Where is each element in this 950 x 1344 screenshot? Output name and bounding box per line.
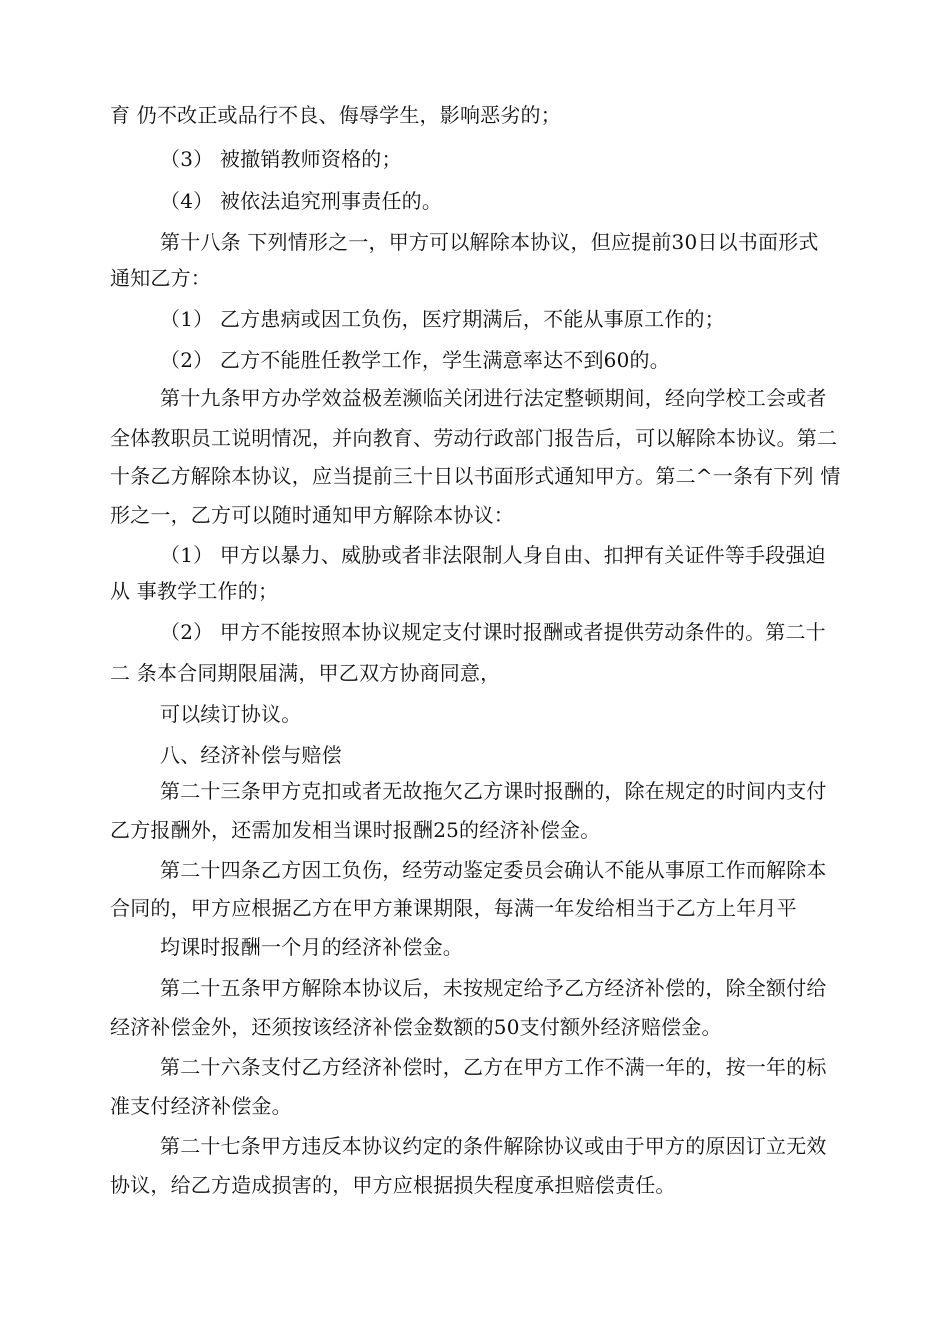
article-26-line: 第二十六条支付乙方经济补偿时，乙方在甲方工作不满一年的，按一年的标: [160, 1055, 827, 1079]
text-line: 二 条本合同期限届满，甲乙双方协商同意，: [110, 661, 501, 685]
list-item: （2） 乙方不能胜任教学工作，学生满意率达不到60的。: [160, 348, 670, 372]
article-19-line: 第十九条甲方办学效益极差濒临关闭进行法定整顿期间，经向学校工会或者: [160, 386, 827, 410]
section-heading: 八、经济补偿与赔偿: [160, 743, 342, 767]
text-line: 通知乙方：: [110, 266, 211, 290]
text-line: 从 事教学工作的；: [110, 579, 279, 603]
text-line: 十条乙方解除本协议，应当提前三十日以书面形式通知甲方。第二^一条有下列 情: [110, 464, 841, 488]
article-25-line: 第二十五条甲方解除本协议后，未按规定给予乙方经济补偿的，除全额付给: [160, 976, 827, 1000]
text-line: 合同的，甲方应根据乙方在甲方兼课期限，每满一年发给相当于乙方上年月平: [110, 896, 797, 920]
list-item: （1） 甲方以暴力、威胁或者非法限制人身自由、扣押有关证件等手段强迫: [160, 543, 826, 567]
article-27-line: 第二十七条甲方违反本协议约定的条件解除协议或由于甲方的原因订立无效: [160, 1134, 827, 1158]
text-line: 全体教职员工说明情况，并向教育、劳动行政部门报告后，可以解除本协议。第二: [110, 426, 838, 450]
text-line: 育 仍不改正或品行不良、侮辱学生，影响恶劣的；: [110, 103, 561, 127]
article-23-line: 第二十三条甲方克扣或者无故拖欠乙方课时报酬的，除在规定的时间内支付: [160, 779, 827, 803]
article-24-line: 第二十四条乙方因工负伤，经劳动鉴定委员会确认不能从事原工作而解除本: [160, 858, 827, 882]
text-line: 乙方报酬外，还需加发相当课时报酬25的经济补偿金。: [110, 818, 601, 842]
text-line: 准支付经济补偿金。: [110, 1094, 292, 1118]
list-item: （4） 被依法追究刑事责任的。: [160, 189, 443, 213]
text-line: 经济补偿金外，还须按该经济补偿金数额的50支付额外经济赔偿金。: [110, 1015, 722, 1039]
article-18-line: 第十八条 下列情形之一，甲方可以解除本协议，但应提前30日以书面形式: [160, 230, 819, 254]
text-line: 形之一，乙方可以随时通知甲方解除本协议：: [110, 503, 514, 527]
list-item: （1） 乙方患病或因工负伤，医疗期满后，不能从事原工作的；: [160, 307, 725, 331]
list-item: （2） 甲方不能按照本协议规定支付课时报酬或者提供劳动条件的。第二十: [160, 620, 826, 644]
text-line: 可以续订协议。: [160, 702, 302, 726]
text-line: 协议，给乙方造成损害的，甲方应根据损失程度承担赔偿责任。: [110, 1173, 676, 1197]
text-line: 均课时报酬一个月的经济补偿金。: [160, 935, 463, 959]
list-item: （3） 被撤销教师资格的；: [160, 147, 402, 171]
